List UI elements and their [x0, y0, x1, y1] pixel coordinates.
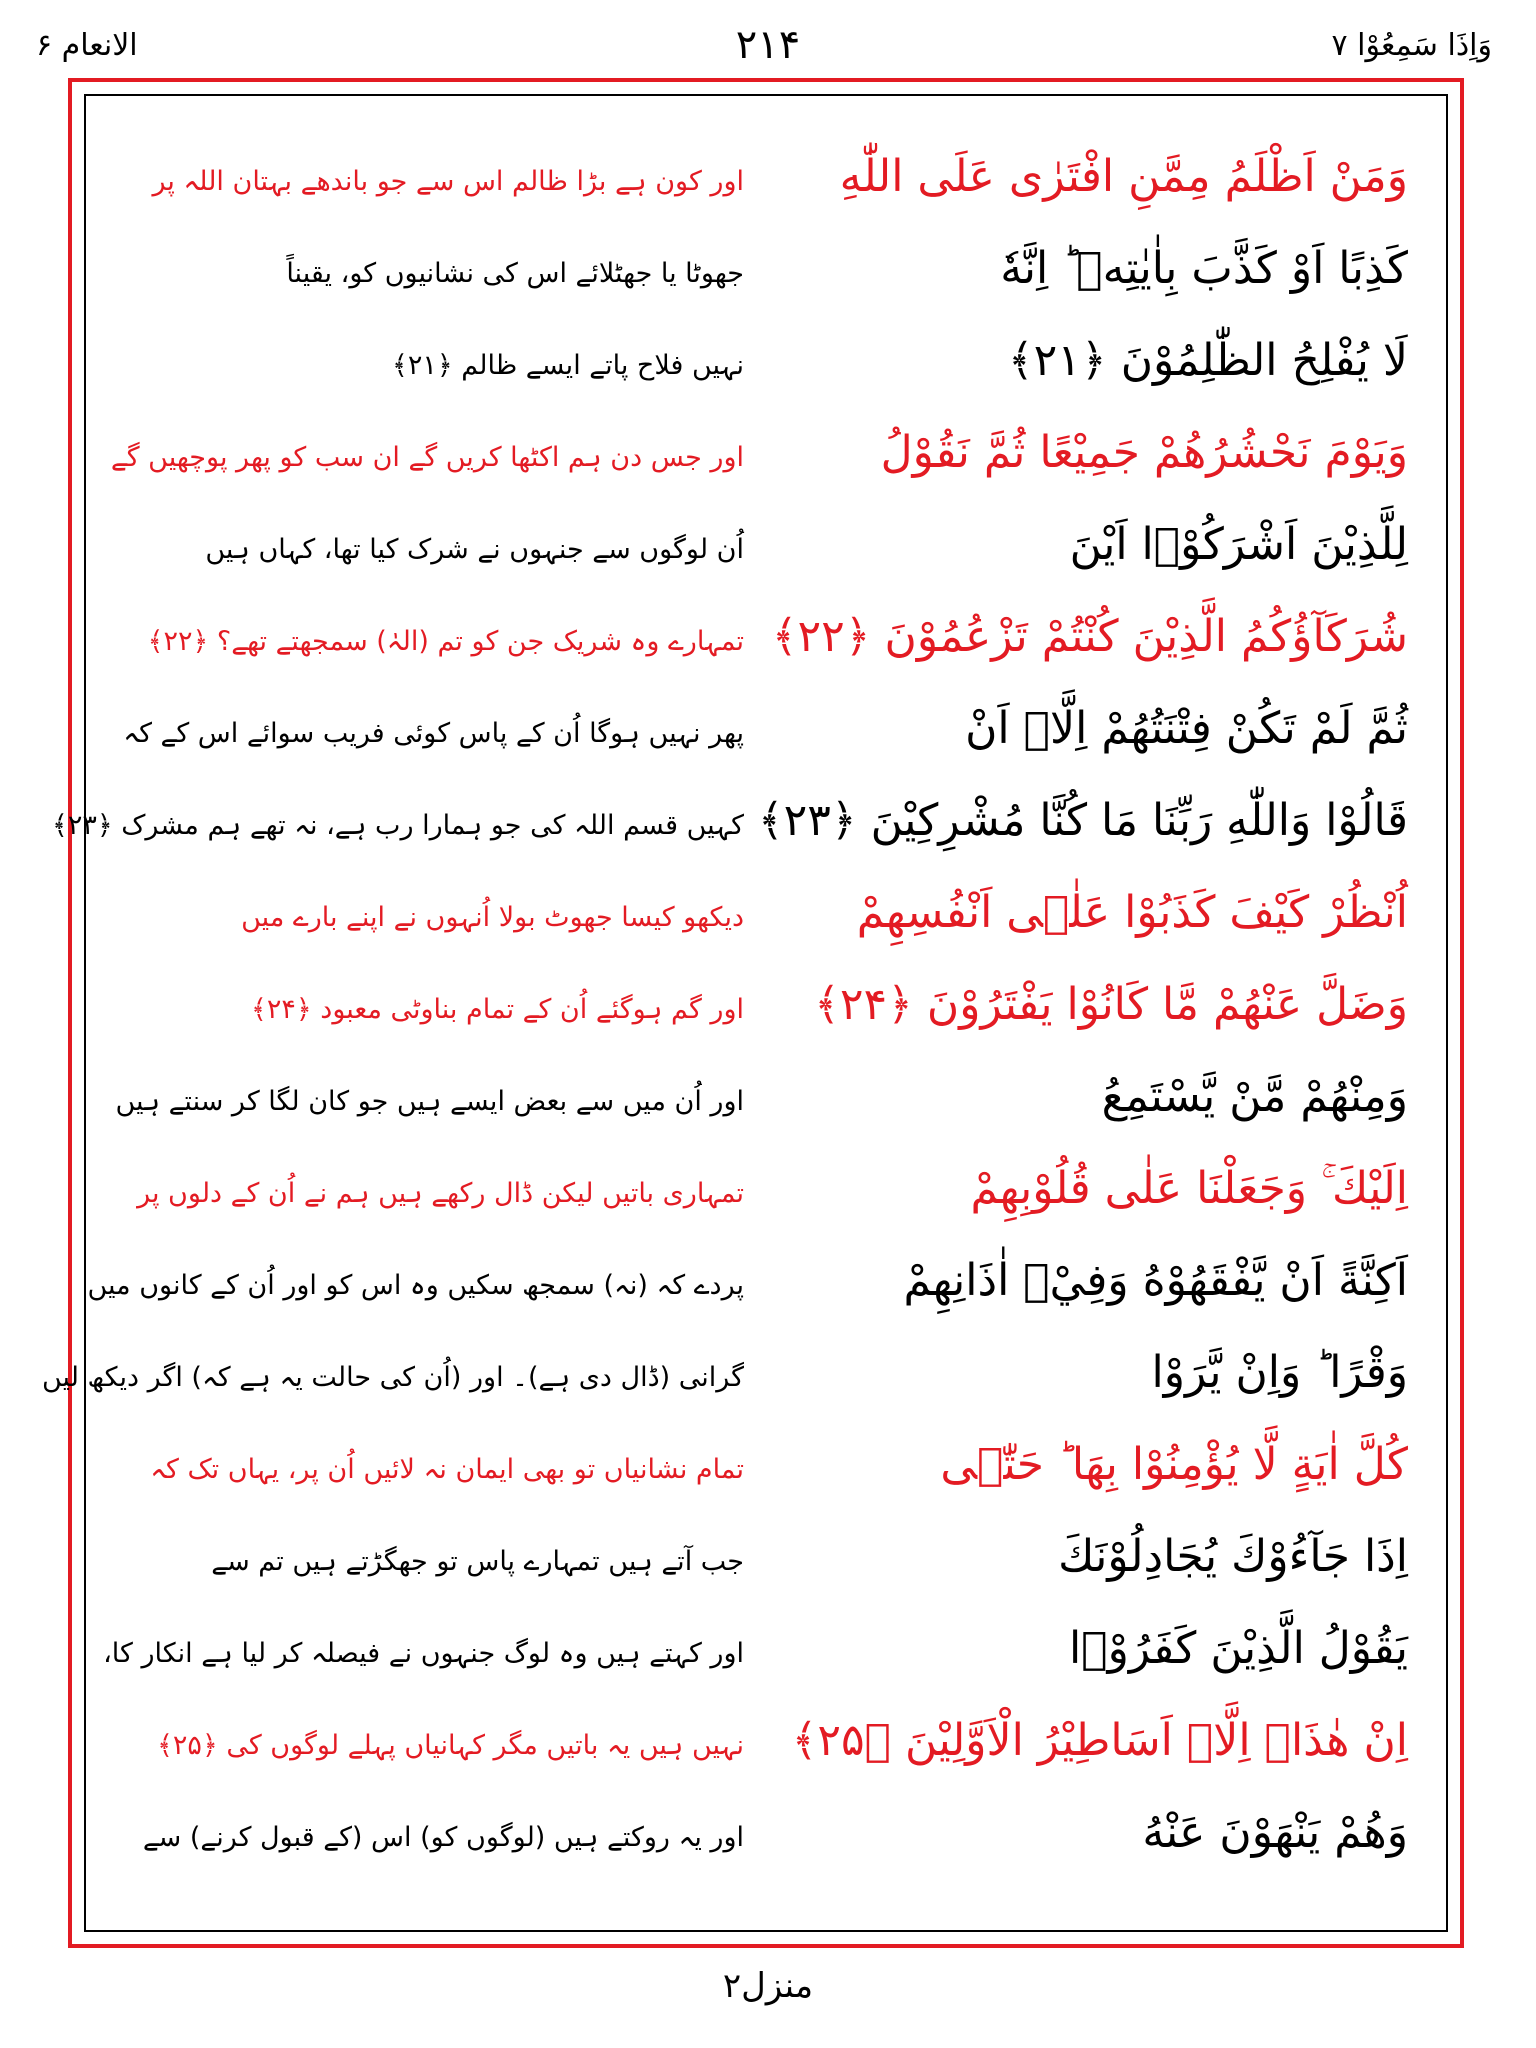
arabic-verse: كَذِبًا اَوْ كَذَّبَ بِاٰيٰتِهٖ ؕ اِنَّهٗ: [1000, 243, 1408, 294]
arabic-verse: لَا يُفْلِحُ الظّٰلِمُوْنَ ﴿۲۱﴾: [1007, 335, 1408, 386]
verse-row: [84, 1054, 1448, 1134]
arabic-verse: وَمَنْ اَظْلَمُ مِمَّنِ افْتَرٰی عَلَی اللّٰهِ: [839, 151, 1408, 202]
verse-row: [84, 1606, 1448, 1686]
verse-row: [52, 778, 1448, 858]
arabic-verse: وَيَوْمَ نَحْشُرُهُمْ جَمِيْعًا ثُمَّ نَقُوْلُ: [880, 427, 1408, 478]
verse-row: [84, 686, 1448, 766]
urdu-translation: نہیں فلاح پاتے ایسے ظالم ﴿۲۱﴾: [392, 350, 744, 381]
urdu-translation: کہیں قسم اللہ کی جو ہمارا رب ہے، نہ تھے ہم مشرک ﴿۲۳﴾: [52, 810, 744, 841]
urdu-translation: دیکھو کیسا جھوٹ بولا اُنہوں نے اپنے بارے میں: [241, 902, 744, 933]
arabic-verse: اِذَا جَآءُوْكَ يُجَادِلُوْنَكَ: [1058, 1531, 1408, 1582]
arabic-verse: يَقُوْلُ الَّذِيْنَ كَفَرُوْۤا: [1068, 1623, 1408, 1674]
verse-row: [84, 1238, 1448, 1318]
urdu-translation: تمہارے وہ شریک جن کو تم (الہٰ) سمجھتے تھے؟ ﴿۲۲﴾: [147, 626, 744, 657]
urdu-translation: اور کہتے ہیں وہ لوگ جنہوں نے فیصلہ کر لیا ہے انکار کا،: [103, 1638, 744, 1669]
urdu-translation: پردے کہ (نہ) سمجھ سکیں وہ اس کو اور اُن کے کانوں میں: [87, 1270, 744, 1301]
verse-row: [84, 1790, 1448, 1870]
urdu-translation: گرانی (ڈال دی ہے)۔ اور (اُن کی حالت یہ ہے کہ) اگر دیکھ لیں: [42, 1362, 744, 1393]
urdu-translation: اور گم ہوگئے اُن کے تمام بناوٹی معبود ﴿۲۴﴾: [251, 994, 744, 1025]
arabic-verse: قَالُوْا وَاللّٰهِ رَبِّنَا مَا كُنَّا مُشْرِكِيْنَ ﴿۲۳﴾: [757, 795, 1408, 846]
verse-row: [84, 226, 1448, 306]
verse-row: [84, 1146, 1448, 1226]
verse-row: [84, 962, 1448, 1042]
verse-row: [42, 1330, 1448, 1410]
verse-row: [84, 870, 1448, 950]
urdu-translation: اور یہ روکتے ہیں (لوگوں کو) اس (کے قبول کرنے) سے: [142, 1822, 744, 1853]
verse-row: [84, 410, 1448, 490]
urdu-translation: پھر نہیں ہوگا اُن کے پاس کوئی فریب سوائے اس کے کہ: [123, 718, 744, 749]
verse-row: [84, 1422, 1448, 1502]
verse-row: [84, 1698, 1448, 1778]
arabic-verse: ثُمَّ لَمْ تَكُنْ فِتْنَتُهُمْ اِلَّاۤ اَنْ: [965, 703, 1408, 754]
arabic-verse: وَمِنْهُمْ مَّنْ يَّسْتَمِعُ: [1101, 1071, 1408, 1122]
arabic-verse: وَضَلَّ عَنْهُمْ مَّا كَانُوْا يَفْتَرُوْنَ ﴿۲۴﴾: [814, 979, 1408, 1030]
arabic-verse: اَكِنَّةً اَنْ يَّفْقَهُوْهُ وَفِيْۤ اٰذَانِهِمْ: [903, 1255, 1408, 1306]
arabic-verse: اِلَيْكَ ۚ وَجَعَلْنَا عَلٰی قُلُوْبِهِمْ: [970, 1163, 1408, 1214]
urdu-translation: تمام نشانیاں تو بھی ایمان نہ لائیں اُن پر، یہاں تک کہ: [150, 1454, 744, 1485]
urdu-translation: تمہاری باتیں لیکن ڈال رکھے ہیں ہم نے اُن کے دلوں پر: [137, 1178, 744, 1209]
urdu-translation: نہیں ہیں یہ باتیں مگر کہانیاں پہلے لوگوں کی ﴿۲۵﴾: [157, 1730, 744, 1761]
verse-row: [84, 318, 1448, 398]
arabic-verse: وَهُمْ يَنْهَوْنَ عَنْهُ: [1142, 1807, 1408, 1858]
arabic-verse: اُنْظُرْ كَيْفَ كَذَبُوْا عَلٰۤی اَنْفُسِهِمْ: [856, 887, 1408, 938]
arabic-verse: وَقْرًا ؕ وَاِنْ يَّرَوْا: [1151, 1347, 1408, 1398]
urdu-translation: اُن لوگوں سے جنہوں نے شرک کیا تھا، کہاں ہیں: [205, 534, 744, 565]
urdu-translation: اور جس دن ہم اکٹھا کریں گے ان سب کو پھر پوچھیں گے: [110, 442, 744, 473]
surah-header: الانعام ۶: [36, 28, 138, 63]
juz-header: وَاِذَا سَمِعُوْا ۷: [1331, 28, 1492, 63]
arabic-verse: كُلَّ اٰيَةٍ لَّا يُؤْمِنُوْا بِهَا ؕ حَتّٰۤی: [940, 1439, 1408, 1490]
verse-row: [84, 502, 1448, 582]
verse-row: [84, 1514, 1448, 1594]
manzil-footer: منزل۲: [722, 1966, 814, 2006]
verse-row: [84, 134, 1448, 214]
verse-row: [84, 594, 1448, 674]
verse-list: [42, 94, 1448, 1932]
arabic-verse: لِلَّذِيْنَ اَشْرَكُوْۤا اَيْنَ: [1069, 519, 1408, 570]
page-number: ۲۱۴: [735, 22, 801, 68]
arabic-verse: اِنْ هٰذَاۤ اِلَّاۤ اَسَاطِيْرُ الْاَوَّلِيْنَ ﴿۲۵﴾: [791, 1715, 1408, 1766]
urdu-translation: اور اُن میں سے بعض ایسے ہیں جو کان لگا کر سنتے ہیں: [115, 1086, 744, 1117]
arabic-verse: شُرَكَآؤُكُمُ الَّذِيْنَ كُنْتُمْ تَزْعُمُوْنَ ﴿۲۲﴾: [771, 611, 1408, 662]
urdu-translation: اور کون ہے بڑا ظالم اس سے جو باندھے بہتان اللہ پر: [152, 166, 744, 197]
urdu-translation: جب آتے ہیں تمہارے پاس تو جھگڑتے ہیں تم سے: [211, 1546, 744, 1577]
urdu-translation: جھوٹا یا جھٹلائے اس کی نشانیوں کو، یقیناً: [286, 258, 744, 289]
